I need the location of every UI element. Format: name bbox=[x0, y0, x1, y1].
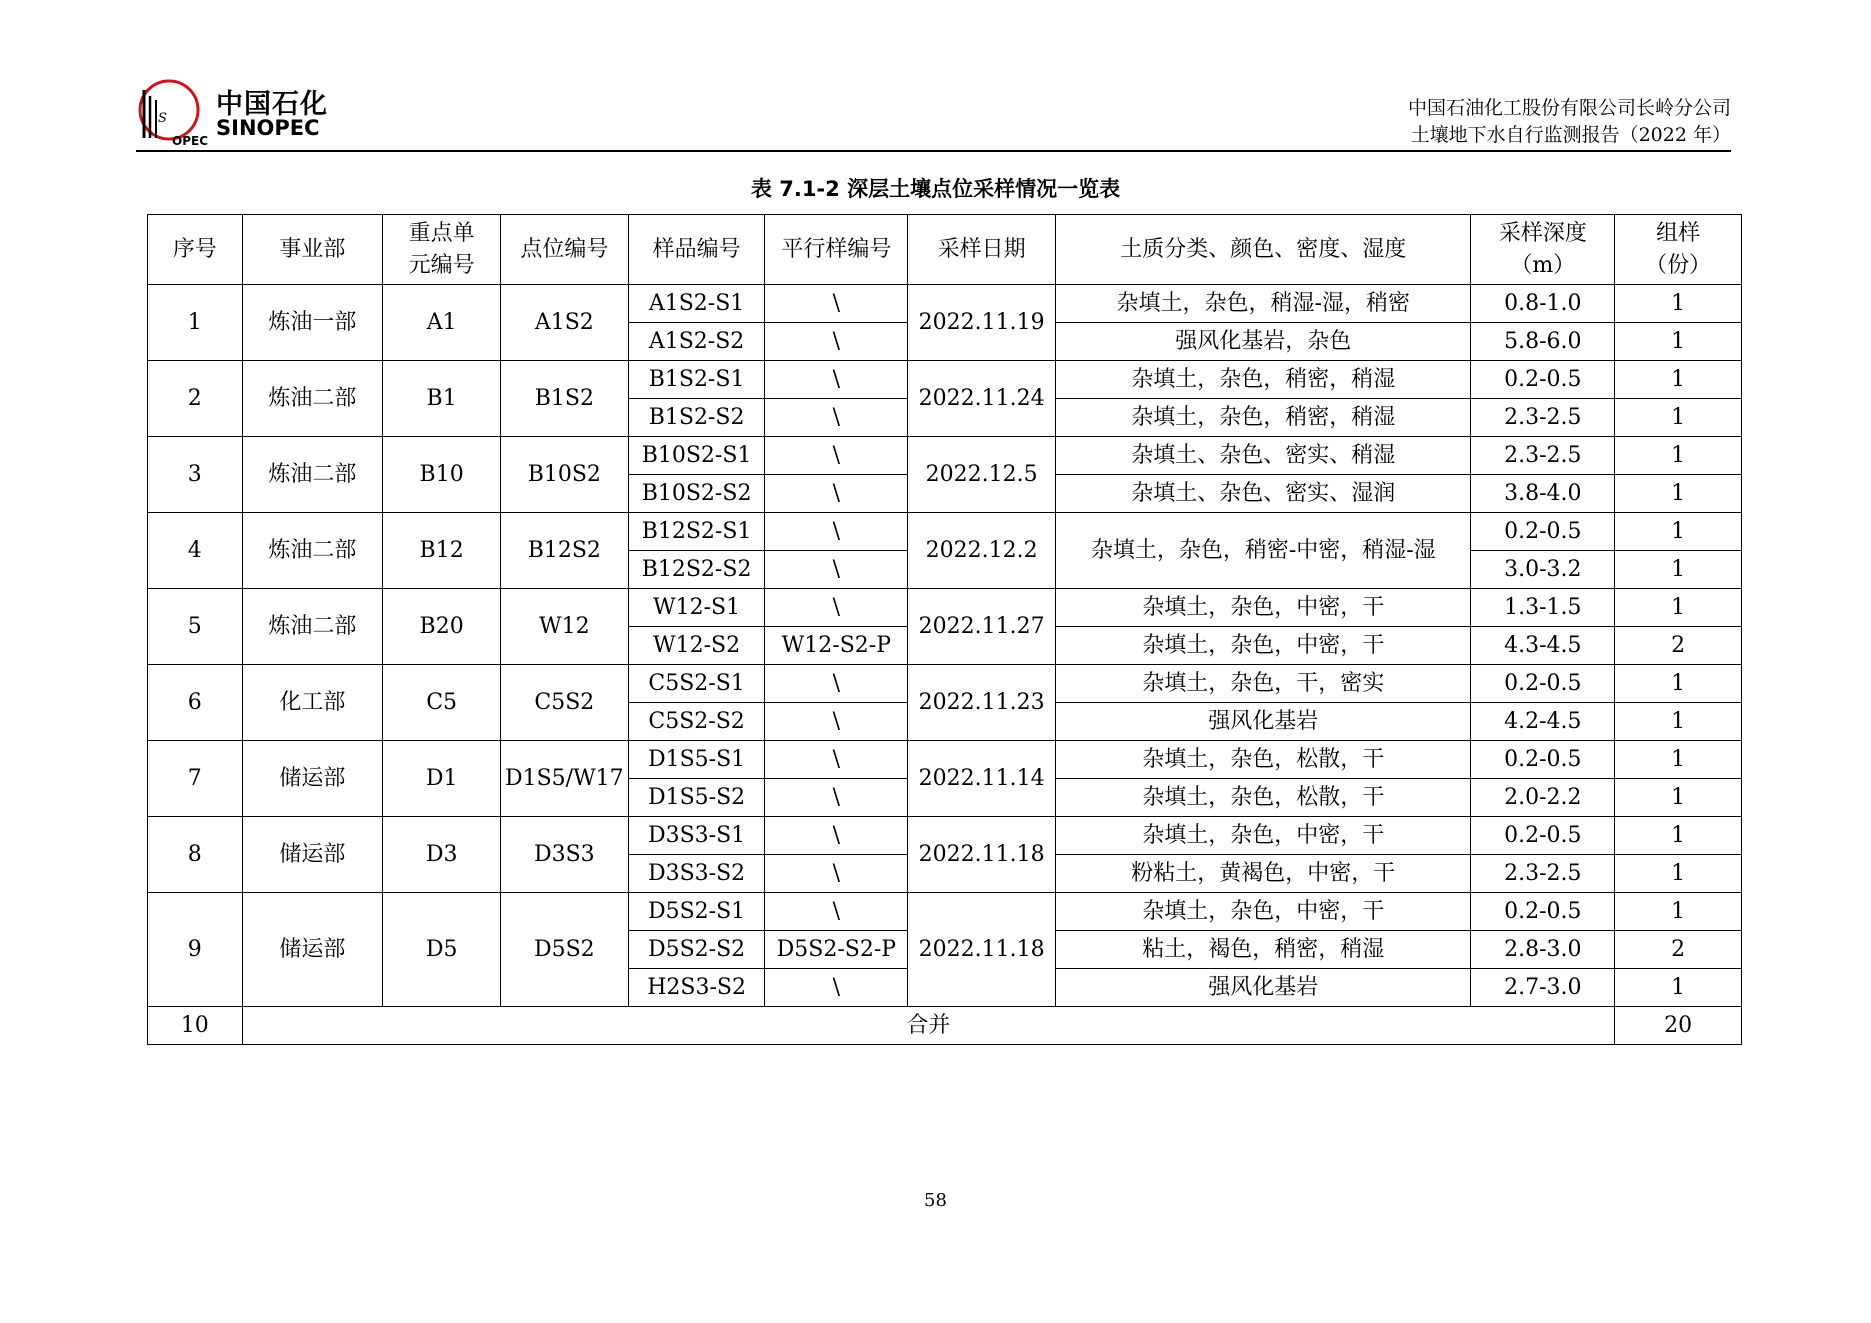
cell-count: 2 bbox=[1615, 931, 1742, 969]
cell-soil: 杂填土，杂色，松散，干 bbox=[1056, 779, 1471, 817]
col-header: 点位编号 bbox=[500, 215, 628, 285]
logo-text-cn: 中国石化 bbox=[216, 89, 328, 120]
col-header: 土质分类、颜色、密度、湿度 bbox=[1056, 215, 1471, 285]
cell-count: 1 bbox=[1615, 513, 1742, 551]
cell-sample: B10S2-S1 bbox=[628, 437, 765, 475]
cell-count: 1 bbox=[1615, 437, 1742, 475]
cell-count: 1 bbox=[1615, 665, 1742, 703]
cell-point: B12S2 bbox=[500, 513, 628, 589]
company-name: 中国石油化工股份有限公司长岭分公司 bbox=[1407, 97, 1731, 119]
cell-department: 储运部 bbox=[242, 893, 383, 1007]
table-caption: 表 7.1-2 深层土壤点位采样情况一览表 bbox=[750, 177, 1121, 201]
col-header: 采样深度（m） bbox=[1471, 215, 1615, 285]
cell-sample: W12-S2 bbox=[628, 627, 765, 665]
cell-date: 2022.11.23 bbox=[908, 665, 1056, 741]
page-number: 58 bbox=[924, 1190, 947, 1211]
cell-parallel: \ bbox=[765, 703, 908, 741]
table-row bbox=[148, 665, 1742, 703]
cell-depth: 2.7-3.0 bbox=[1471, 969, 1615, 1007]
cell-depth: 3.8-4.0 bbox=[1471, 475, 1615, 513]
cell-soil: 杂填土，杂色，中密，干 bbox=[1056, 627, 1471, 665]
cell-depth: 2.3-2.5 bbox=[1471, 855, 1615, 893]
cell-index: 4 bbox=[148, 513, 243, 589]
cell-parallel: \ bbox=[765, 779, 908, 817]
cell-unit: D5 bbox=[383, 893, 501, 1007]
col-header: 平行样编号 bbox=[765, 215, 908, 285]
cell-soil: 杂填土，杂色，中密，干 bbox=[1056, 893, 1471, 931]
cell-soil: 粉粘土，黄褐色，中密，干 bbox=[1056, 855, 1471, 893]
table-row bbox=[148, 741, 1742, 779]
cell-depth: 0.2-0.5 bbox=[1471, 361, 1615, 399]
cell-unit: A1 bbox=[383, 285, 501, 361]
cell-depth: 0.2-0.5 bbox=[1471, 893, 1615, 931]
cell-depth: 5.8-6.0 bbox=[1471, 323, 1615, 361]
cell-index: 10 bbox=[148, 1007, 243, 1045]
cell-depth: 2.0-2.2 bbox=[1471, 779, 1615, 817]
cell-unit: B12 bbox=[383, 513, 501, 589]
cell-unit: B1 bbox=[383, 361, 501, 437]
cell-department: 炼油二部 bbox=[242, 589, 383, 665]
cell-point: D5S2 bbox=[500, 893, 628, 1007]
cell-point: D3S3 bbox=[500, 817, 628, 893]
cell-sample: A1S2-S1 bbox=[628, 285, 765, 323]
cell-depth: 2.3-2.5 bbox=[1471, 437, 1615, 475]
cell-sample: B1S2-S1 bbox=[628, 361, 765, 399]
cell-sample: W12-S1 bbox=[628, 589, 765, 627]
cell-sample: B12S2-S1 bbox=[628, 513, 765, 551]
cell-soil: 杂填土，杂色，稍密，稍湿 bbox=[1056, 361, 1471, 399]
cell-soil: 杂填土，杂色，干，密实 bbox=[1056, 665, 1471, 703]
header-rule bbox=[136, 150, 1731, 152]
cell-point: B1S2 bbox=[500, 361, 628, 437]
cell-sample: D3S3-S2 bbox=[628, 855, 765, 893]
cell-point: C5S2 bbox=[500, 665, 628, 741]
col-header: 组样（份） bbox=[1615, 215, 1742, 285]
cell-index: 2 bbox=[148, 361, 243, 437]
cell-department: 炼油二部 bbox=[242, 361, 383, 437]
sinopec-emblem-icon bbox=[136, 76, 212, 148]
table-header-row bbox=[148, 215, 1742, 285]
logo-text-en: SINOPEC bbox=[216, 116, 320, 140]
cell-unit: C5 bbox=[383, 665, 501, 741]
cell-date: 2022.11.19 bbox=[908, 285, 1056, 361]
cell-parallel: D5S2-S2-P bbox=[765, 931, 908, 969]
cell-soil: 杂填土，杂色，稍湿-湿，稍密 bbox=[1056, 285, 1471, 323]
cell-date: 2022.12.5 bbox=[908, 437, 1056, 513]
cell-unit: B10 bbox=[383, 437, 501, 513]
table-row bbox=[148, 589, 1742, 627]
cell-parallel: \ bbox=[765, 855, 908, 893]
cell-soil: 杂填土，杂色，松散，干 bbox=[1056, 741, 1471, 779]
table-row bbox=[148, 361, 1742, 399]
cell-department: 炼油二部 bbox=[242, 513, 383, 589]
col-header: 样品编号 bbox=[628, 215, 765, 285]
cell-count: 1 bbox=[1615, 475, 1742, 513]
cell-parallel: \ bbox=[765, 513, 908, 551]
cell-depth: 2.8-3.0 bbox=[1471, 931, 1615, 969]
cell-count: 1 bbox=[1615, 741, 1742, 779]
cell-depth: 4.3-4.5 bbox=[1471, 627, 1615, 665]
cell-index: 6 bbox=[148, 665, 243, 741]
cell-sample: D1S5-S2 bbox=[628, 779, 765, 817]
cell-point: D1S5/W17 bbox=[500, 741, 628, 817]
cell-department: 化工部 bbox=[242, 665, 383, 741]
cell-sample: D3S3-S1 bbox=[628, 817, 765, 855]
table-row bbox=[148, 817, 1742, 855]
cell-depth: 0.2-0.5 bbox=[1471, 741, 1615, 779]
col-header: 采样日期 bbox=[908, 215, 1056, 285]
cell-sample: B10S2-S2 bbox=[628, 475, 765, 513]
cell-depth: 1.3-1.5 bbox=[1471, 589, 1615, 627]
cell-date: 2022.11.27 bbox=[908, 589, 1056, 665]
cell-parallel: \ bbox=[765, 893, 908, 931]
cell-sample: C5S2-S2 bbox=[628, 703, 765, 741]
cell-soil: 杂填土，杂色，稍密，稍湿 bbox=[1056, 399, 1471, 437]
cell-sample: D5S2-S2 bbox=[628, 931, 765, 969]
cell-date: 2022.11.24 bbox=[908, 361, 1056, 437]
cell-depth: 4.2-4.5 bbox=[1471, 703, 1615, 741]
cell-soil: 杂填土，杂色，中密，干 bbox=[1056, 817, 1471, 855]
table-row bbox=[148, 437, 1742, 475]
cell-parallel: \ bbox=[765, 969, 908, 1007]
running-header bbox=[1408, 95, 1731, 149]
cell-date: 2022.11.18 bbox=[908, 893, 1056, 1007]
cell-sample: B1S2-S2 bbox=[628, 399, 765, 437]
cell-depth: 0.2-0.5 bbox=[1471, 817, 1615, 855]
cell-department: 储运部 bbox=[242, 741, 383, 817]
cell-date: 2022.11.18 bbox=[908, 817, 1056, 893]
cell-depth: 3.0-3.2 bbox=[1471, 551, 1615, 589]
col-header: 重点单元编号 bbox=[383, 215, 501, 285]
cell-point: B10S2 bbox=[500, 437, 628, 513]
cell-index: 5 bbox=[148, 589, 243, 665]
cell-soil: 杂填土，杂色，稍密-中密，稍湿-湿 bbox=[1056, 513, 1471, 589]
cell-parallel: \ bbox=[765, 323, 908, 361]
cell-depth: 2.3-2.5 bbox=[1471, 399, 1615, 437]
cell-count: 1 bbox=[1615, 551, 1742, 589]
cell-count: 1 bbox=[1615, 285, 1742, 323]
cell-date: 2022.11.14 bbox=[908, 741, 1056, 817]
cell-depth: 0.2-0.5 bbox=[1471, 513, 1615, 551]
col-header: 序号 bbox=[148, 215, 243, 285]
cell-soil: 粘土，褐色，稍密，稍湿 bbox=[1056, 931, 1471, 969]
cell-count: 1 bbox=[1615, 399, 1742, 437]
cell-soil: 强风化基岩 bbox=[1056, 969, 1471, 1007]
cell-count: 1 bbox=[1615, 969, 1742, 1007]
cell-index: 7 bbox=[148, 741, 243, 817]
cell-point: A1S2 bbox=[500, 285, 628, 361]
svg-text:S: S bbox=[158, 111, 167, 126]
cell-total-count: 20 bbox=[1615, 1007, 1742, 1045]
cell-index: 9 bbox=[148, 893, 243, 1007]
cell-parallel: \ bbox=[765, 741, 908, 779]
cell-department: 炼油一部 bbox=[242, 285, 383, 361]
cell-parallel: \ bbox=[765, 551, 908, 589]
cell-parallel: \ bbox=[765, 589, 908, 627]
cell-parallel: \ bbox=[765, 285, 908, 323]
cell-soil: 杂填土，杂色，中密，干 bbox=[1056, 589, 1471, 627]
cell-sample: A1S2-S2 bbox=[628, 323, 765, 361]
cell-count: 1 bbox=[1615, 703, 1742, 741]
cell-date: 2022.12.2 bbox=[908, 513, 1056, 589]
cell-count: 1 bbox=[1615, 589, 1742, 627]
cell-soil: 强风化基岩，杂色 bbox=[1056, 323, 1471, 361]
cell-sample: D1S5-S1 bbox=[628, 741, 765, 779]
table-total-row bbox=[148, 1007, 1742, 1045]
cell-department: 炼油二部 bbox=[242, 437, 383, 513]
cell-parallel: W12-S2-P bbox=[765, 627, 908, 665]
cell-count: 1 bbox=[1615, 817, 1742, 855]
cell-parallel: \ bbox=[765, 361, 908, 399]
cell-depth: 0.8-1.0 bbox=[1471, 285, 1615, 323]
table-row bbox=[148, 285, 1742, 323]
report-title: 土壤地下水自行监测报告（2022 年） bbox=[1410, 124, 1731, 146]
cell-sample: D5S2-S1 bbox=[628, 893, 765, 931]
cell-count: 1 bbox=[1615, 893, 1742, 931]
table-row bbox=[148, 513, 1742, 551]
cell-soil: 杂填土、杂色、密实、稍湿 bbox=[1056, 437, 1471, 475]
cell-unit: D1 bbox=[383, 741, 501, 817]
cell-depth: 0.2-0.5 bbox=[1471, 665, 1615, 703]
cell-total-label: 合并 bbox=[242, 1007, 1615, 1045]
col-header: 事业部 bbox=[242, 215, 383, 285]
cell-sample: B12S2-S2 bbox=[628, 551, 765, 589]
cell-count: 1 bbox=[1615, 361, 1742, 399]
cell-parallel: \ bbox=[765, 475, 908, 513]
cell-sample: H2S3-S2 bbox=[628, 969, 765, 1007]
cell-index: 8 bbox=[148, 817, 243, 893]
cell-parallel: \ bbox=[765, 437, 908, 475]
cell-point: W12 bbox=[500, 589, 628, 665]
cell-count: 2 bbox=[1615, 627, 1742, 665]
cell-index: 1 bbox=[148, 285, 243, 361]
cell-department: 储运部 bbox=[242, 817, 383, 893]
cell-parallel: \ bbox=[765, 817, 908, 855]
cell-soil: 强风化基岩 bbox=[1056, 703, 1471, 741]
cell-unit: D3 bbox=[383, 817, 501, 893]
cell-soil: 杂填土、杂色、密实、湿润 bbox=[1056, 475, 1471, 513]
sampling-table bbox=[147, 214, 1742, 1045]
cell-parallel: \ bbox=[765, 399, 908, 437]
table-row bbox=[148, 893, 1742, 931]
sinopec-logo bbox=[136, 76, 336, 148]
cell-unit: B20 bbox=[383, 589, 501, 665]
cell-count: 1 bbox=[1615, 779, 1742, 817]
cell-index: 3 bbox=[148, 437, 243, 513]
cell-sample: C5S2-S1 bbox=[628, 665, 765, 703]
cell-count: 1 bbox=[1615, 855, 1742, 893]
cell-parallel: \ bbox=[765, 665, 908, 703]
svg-text:OPEC: OPEC bbox=[172, 134, 208, 148]
cell-count: 1 bbox=[1615, 323, 1742, 361]
